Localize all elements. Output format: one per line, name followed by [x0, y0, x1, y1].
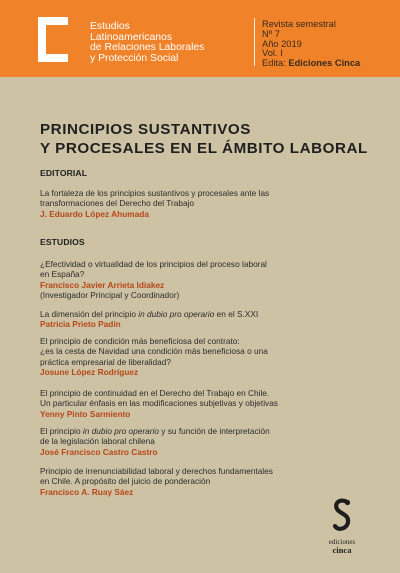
editor-name: Ediciones Cinca [288, 58, 361, 69]
edita-label: Edita: [262, 58, 286, 69]
entry-title-line: transformaciones del Derecho del Trabajo [40, 198, 195, 209]
entry-title-line: en Chile. A propósito del juicio de ponderación [40, 476, 211, 487]
entry-title-line: ¿Efectividad o virtualidad de los principios del proceso laboral [40, 259, 267, 269]
issue-title-line: Y PROCESALES EN EL ÁMBITO LABORAL [40, 140, 368, 157]
entry-title-line [40, 426, 340, 436]
cinca-swirl-icon [331, 497, 353, 533]
publisher-logo [326, 497, 358, 554]
entry-author: José Francisco Castro Castro [40, 446, 158, 457]
editorial-entry [40, 188, 340, 219]
entry-text: y su función de interpretación [159, 426, 270, 436]
study-entry-4 [40, 388, 340, 419]
issue-title [40, 120, 368, 158]
issue-frequency: Revista semestral [262, 19, 336, 29]
entry-title-line: ¿es la cesta de Navidad una condición más beneficiosa o una [40, 346, 268, 357]
header-divider [254, 18, 255, 66]
journal-title-line: Latinoamericanos [90, 31, 173, 43]
issue-meta [262, 20, 360, 69]
entry-title-line: La fortaleza de los principios sustantivos y procesales ante las [40, 188, 270, 198]
publisher-line: ediciones [328, 538, 356, 546]
entry-text: La dimensión del principio [40, 309, 139, 319]
entry-title-line: El principio de condición más beneficiosa del contrato: [40, 336, 240, 346]
study-entry-1 [40, 259, 340, 300]
publisher-name [326, 538, 358, 554]
journal-title-line: de Relaciones Laborales [90, 42, 205, 54]
entry-title-line: en España? [40, 269, 85, 280]
study-entry-2 [40, 309, 340, 330]
issue-number: Nº 7 [262, 28, 280, 39]
entry-italic-text: in dubio pro operario [82, 426, 159, 436]
issue-editor [262, 59, 360, 69]
publisher-line: cinca [332, 545, 352, 555]
entry-title-line: El principio de continuidad en el Derecho del Trabajo en Chile. [40, 388, 270, 398]
issue-volume: Vol. I [262, 48, 283, 59]
journal-title-line: y Protección Social [90, 52, 179, 64]
journal-title-line: Estudios [90, 21, 130, 32]
journal-logo-e-icon [38, 17, 68, 62]
entry-author: Francisco A. Ruay Sáez [40, 486, 134, 497]
entry-title-line: práctica empresarial de liberalidad? [40, 356, 171, 367]
entry-author: Josune López Rodríguez [40, 366, 139, 377]
entry-author: Yenny Pinto Sarmiento [40, 408, 131, 419]
entry-title-line: de la legislación laboral chilena [40, 436, 155, 447]
entry-italic-text: in dubio pro operario [138, 309, 215, 319]
issue-year: Año 2019 [262, 38, 302, 49]
entry-title-line: Principio de irrenunciabilidad laboral y derechos fundamentales [40, 466, 273, 476]
entry-author: Francisco Javier Arrieta Idiakez [40, 279, 165, 290]
editorial-heading: EDITORIAL [40, 168, 88, 178]
entry-title-line [40, 309, 340, 319]
entry-text: El principio [40, 426, 83, 436]
header-band [0, 0, 400, 77]
journal-title [90, 22, 204, 64]
issue-title-line: PRINCIPIOS SUSTANTIVOS [40, 121, 251, 138]
study-entry-3 [40, 336, 340, 377]
study-entry-6 [40, 466, 340, 497]
entry-author-note: (Investigador Principal y Coordinador) [40, 289, 180, 300]
entry-author: Patricia Prieto Padín [40, 319, 121, 330]
entry-author: J. Eduardo López Ahumada [40, 208, 149, 219]
study-entry-5 [40, 426, 340, 457]
entry-title-line: Un particular énfasis en las modificaciones subjetivas y objetivas [40, 398, 278, 409]
entry-text: en el S.XXI [214, 309, 259, 319]
studies-heading: ESTUDIOS [40, 237, 85, 247]
